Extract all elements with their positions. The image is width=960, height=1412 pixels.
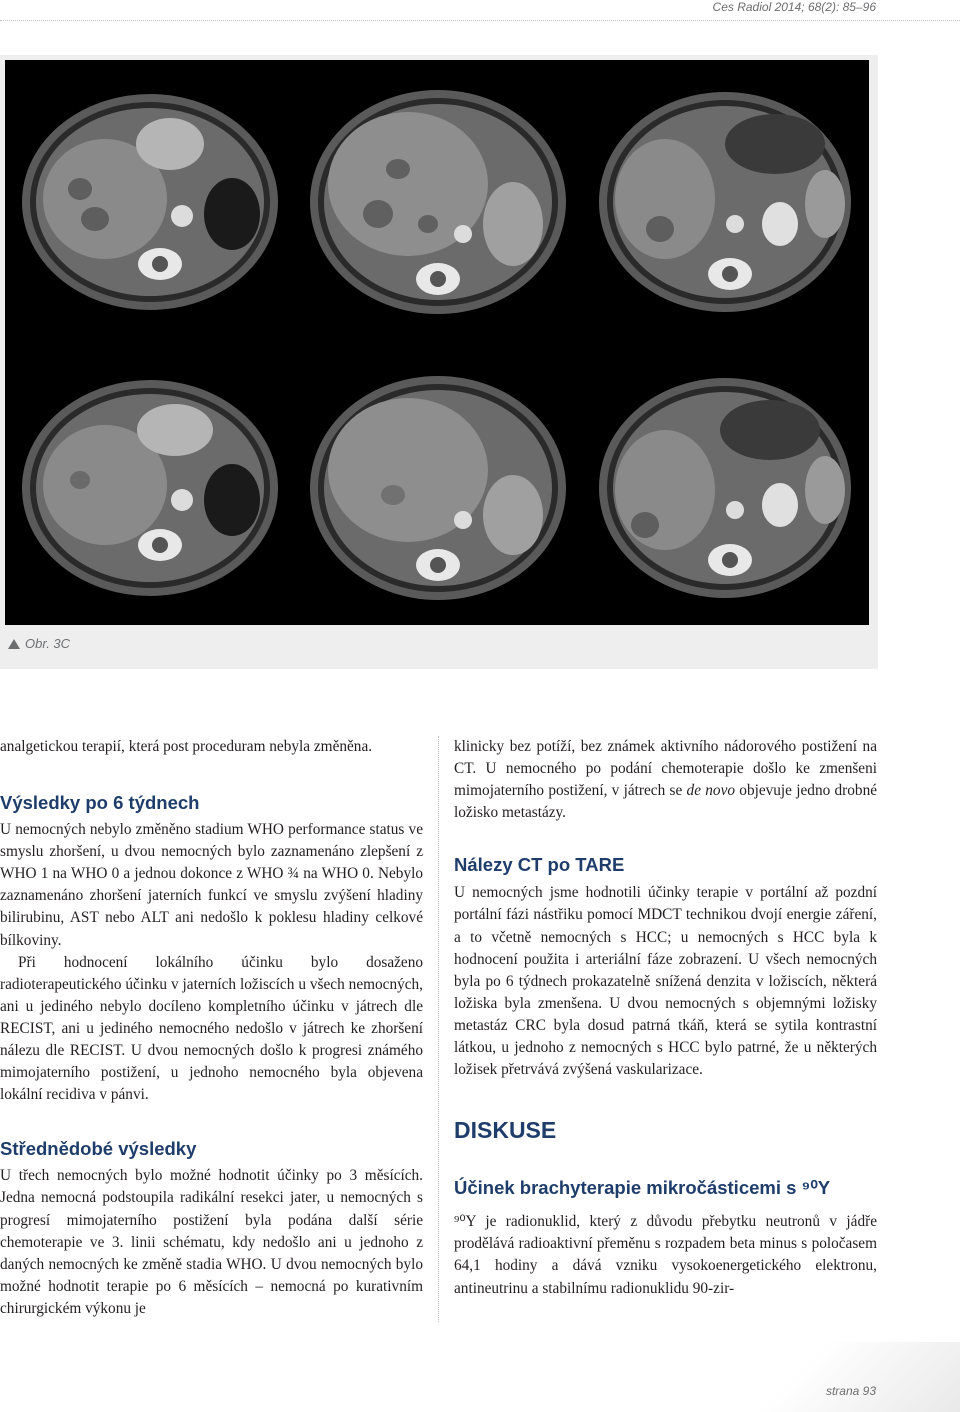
- caption-triangle-icon: [8, 639, 20, 649]
- ct-scan-figure: [5, 60, 869, 625]
- ct-slice-top-left: [10, 64, 290, 332]
- figure-caption: [8, 636, 70, 651]
- paragraph-6-weeks-2: Při hodnocení lokálního účinku bylo dosaženo radioterapeutického účinku v jaterních ložiscích u všech nemocných, ani u jediného nebylo docíleno kompletního účinku v játrech dle RECIST, ani u jediného nemocného nedošlo v játrech ke zhoršení nálezu dle RECIST. U dvou nemocných došlo k progresi známého mimojaterního postižení, u jednoho nemocného byla objevena lokální recidiva v pánvi.: [0, 953, 423, 1104]
- header-divider: [0, 20, 960, 21]
- ct-slice-bottom-left: [10, 350, 290, 618]
- ct-slice-bottom-middle: [298, 350, 578, 618]
- journal-citation: Ces Radiol 2014; 68(2): 85–96: [712, 0, 876, 14]
- paragraph-continued-emphasis: de novo: [686, 782, 736, 800]
- right-column: [454, 736, 877, 1300]
- heading-ct-findings: Nálezy CT po TARE: [454, 854, 625, 876]
- heading-discussion: DISKUSE: [454, 1117, 557, 1144]
- footer-band: [660, 1342, 960, 1412]
- ct-slice-bottom-right: [585, 350, 865, 618]
- page-number: strana 93: [825, 1384, 876, 1398]
- ct-slice-top-right: [585, 64, 865, 332]
- paragraph-6-weeks-1: U nemocných nebylo změněno stadium WHO performance status ve smyslu zhoršení, u dvou nemocných bylo zaznamenáno zlepšení z WHO 1 na WHO 0 a jednou dokonce z WHO ¾ na WHO 0. Nebylo zaznamenáno zhoršení jaterních funkcí ve smyslu zvýšení hladiny bilirubinu, AST nebo ALT ani nedošlo k poklesu hladiny celkové bílkoviny.: [0, 821, 423, 949]
- heading-midterm-results: Střednědobé výsledky: [0, 1138, 197, 1160]
- paragraph-continued: [454, 736, 877, 824]
- ct-slice-top-middle: [298, 64, 578, 332]
- figure-caption-text: Obr. 3C: [25, 636, 71, 651]
- paragraph-ct-findings: U nemocných jsme hodnotili účinky terapie v portální až pozdní portální fázi nástřiku pomocí MDCT technikou dvojí energie záření, a to včetně nemocných s HCC; u nemocných s HCC byla k hodnocení použita i arteriální fáze zobrazení. U všech nemocných byla po 6 týdnech prokazatelně snížená denzita v ložiscích, některá ložiska byla zmenšena. U dvou nemocných s objemnými ložisky metastáz CRC byla dosud patrná tkáň, která se sytila kontrastní látkou, u jednoho z nemocných s HCC bylo patrné, že u některých ložisek přetrvává zvýšená vaskularizace.: [454, 884, 877, 1079]
- column-divider: [438, 736, 439, 1322]
- paragraph-continued-a: klinicky bez potíží, bez známek aktivního nádorového postižení na CT. U nemocného po podání chemoterapie došlo ke zmenšeni mimojaterního postižení, v játrech se: [454, 738, 877, 800]
- heading-brachytherapy-effect: Účinek brachyterapie mikročásticemi s ⁹⁰Y: [454, 1177, 831, 1199]
- paragraph-y90: ⁹⁰Y je radionuklid, který z důvodu přebytku neutronů v jádře prodělává radioaktivní přeměnu s rozpadem beta minus s poločasem 64,1 hodiny a dává vzniku vysokoenergetického elektronu, antineutrinu a stabilnímu radionuklidu 90-zir-: [454, 1213, 877, 1297]
- heading-results-6-weeks: Výsledky po 6 týdnech: [0, 792, 200, 814]
- paragraph-midterm: U třech nemocných bylo možné hodnotit účinky po 3 měsících. Jedna nemocná podstoupila radikální resekci jater, u nemocných s progresí mimojaterního postižení byla podána další série chemoterapie ve 3. linii schématu, kdy nedošlo ani u jednoho z daných nemocných ke změně stadia WHO. U dvou nemocných bylo možné hodnotit terapie po 6 měsících – nemocná po kurativním chirurgickém výkonu je: [0, 1167, 423, 1317]
- left-column: [0, 736, 423, 1320]
- paragraph-continued-b: objevuje jedno drobné ložisko metastázy.: [454, 782, 878, 822]
- paragraph-intro: analgetickou terapií, která post proceduram nebyla změněna.: [0, 738, 373, 755]
